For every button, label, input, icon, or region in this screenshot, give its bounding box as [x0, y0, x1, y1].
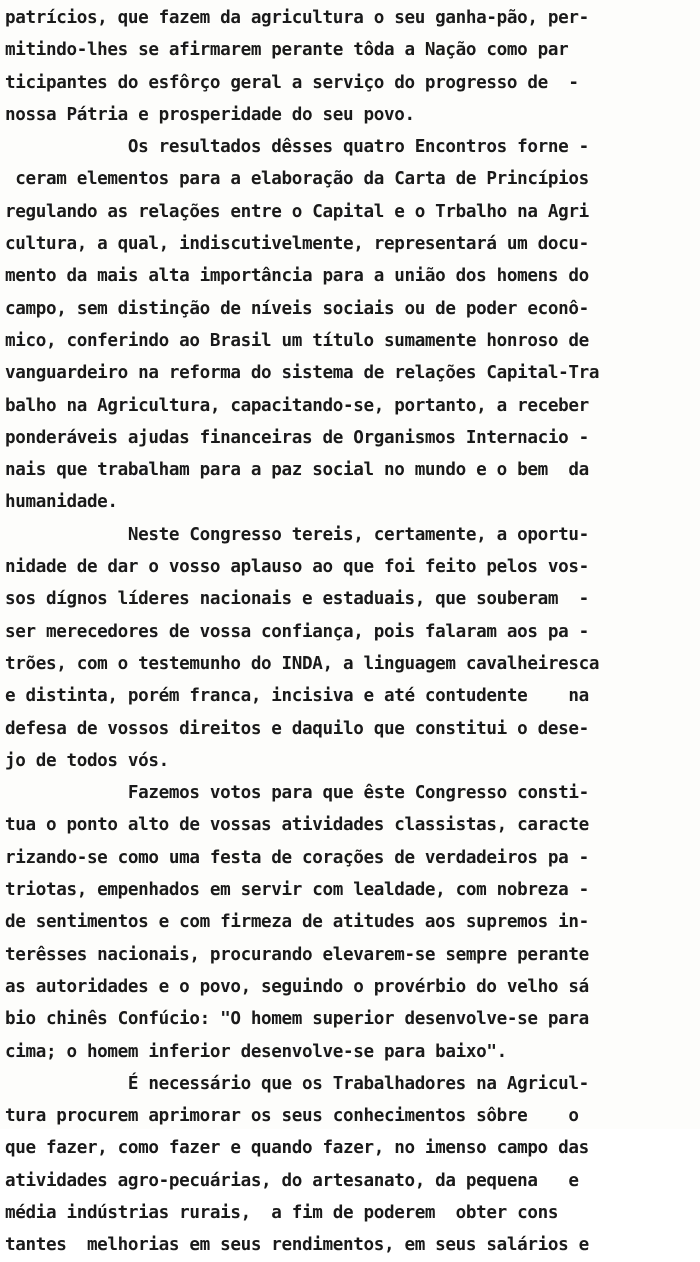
text-line: tua o ponto alto de vossas atividades classistas, caracte	[5, 815, 589, 836]
text-line: tantes melhorias em seus rendimentos, em seus salários e	[5, 1235, 589, 1256]
text-line: defesa de vossos direitos e daquilo que constitui o dese-	[5, 718, 589, 739]
text-line: triotas, empenhados em servir com lealdade, com nobreza -	[5, 880, 589, 901]
text-line: trões, com o testemunho do INDA, a linguagem cavalheiresca	[5, 653, 600, 674]
text-line: nossa Pátria e prosperidade do seu povo.	[5, 104, 415, 125]
text-line: nais que trabalham para a paz social no mundo e o bem da	[5, 460, 589, 481]
text-line: jo de todos vós.	[5, 750, 169, 771]
text-line: vanguardeiro na reforma do sistema de relações Capital-Tra	[5, 363, 600, 384]
text-line: ser merecedores de vossa confiança, pois falaram aos pa -	[5, 621, 589, 642]
text-line: cultura, a qual, indiscutivelmente, representará um docu-	[5, 234, 589, 255]
text-line: rizando-se como uma festa de corações de verdadeiros pa -	[5, 847, 589, 868]
text-line: sos dígnos líderes nacionais e estaduais, que souberam -	[5, 589, 589, 610]
text-line: balho na Agricultura, capacitando-se, portanto, a receber	[5, 395, 589, 416]
text-line: cima; o homem inferior desenvolve-se para baixo".	[5, 1041, 507, 1062]
text-line: atividades agro-pecuárias, do artesanato, da pequena e	[5, 1170, 579, 1191]
text-line: média indústrias rurais, a fim de poderem obter cons	[5, 1202, 559, 1223]
text-line: nidade de dar o vosso aplauso ao que foi feito pelos vos-	[5, 557, 589, 578]
text-line: que fazer, como fazer e quando fazer, no imenso campo das	[5, 1138, 589, 1159]
text-line: É necessário que os Trabalhadores na Agricul-	[5, 1073, 589, 1094]
text-line: patrícios, que fazem da agricultura o seu ganha-pão, per-	[5, 8, 589, 28]
text-line: Os resultados dêsses quatro Encontros forne -	[5, 137, 589, 158]
text-line: bio chinês Confúcio: "O homem superior desenvolve-se para	[5, 1009, 589, 1030]
text-line: ticipantes do esfôrço geral a serviço do progresso de -	[5, 72, 579, 93]
text-line: Neste Congresso tereis, certamente, a oportu-	[5, 524, 589, 545]
text-line: tura procurem aprimorar os seus conhecimentos sôbre o	[5, 1106, 579, 1127]
text-line: mitindo-lhes se afirmarem perante tôda a Nação como par	[5, 40, 569, 61]
text-line: e distinta, porém franca, incisiva e até contudente na	[5, 686, 589, 707]
typewritten-text	[5, 2, 695, 1262]
text-line: as autoridades e o povo, seguindo o provérbio do velho sá	[5, 976, 589, 997]
text-line: ponderáveis ajudas financeiras de Organismos Internacio -	[5, 427, 589, 448]
text-line: Fazemos votos para que êste Congresso consti-	[5, 783, 589, 804]
text-line: de sentimentos e com firmeza de atitudes aos supremos in-	[5, 912, 589, 933]
text-line: ceram elementos para a elaboração da Carta de Princípios	[5, 169, 589, 190]
text-line: regulando as relações entre o Capital e o Trbalho na Agri	[5, 201, 589, 222]
text-line: mico, conferindo ao Brasil um título sumamente honroso de	[5, 330, 589, 351]
text-line: mento da mais alta importância para a união dos homens do	[5, 266, 589, 287]
text-line: terêsses nacionais, procurando elevarem-se sempre perante	[5, 944, 589, 965]
text-line: humanidade.	[5, 492, 118, 513]
text-line: campo, sem distinção de níveis sociais ou de poder econô-	[5, 298, 589, 319]
